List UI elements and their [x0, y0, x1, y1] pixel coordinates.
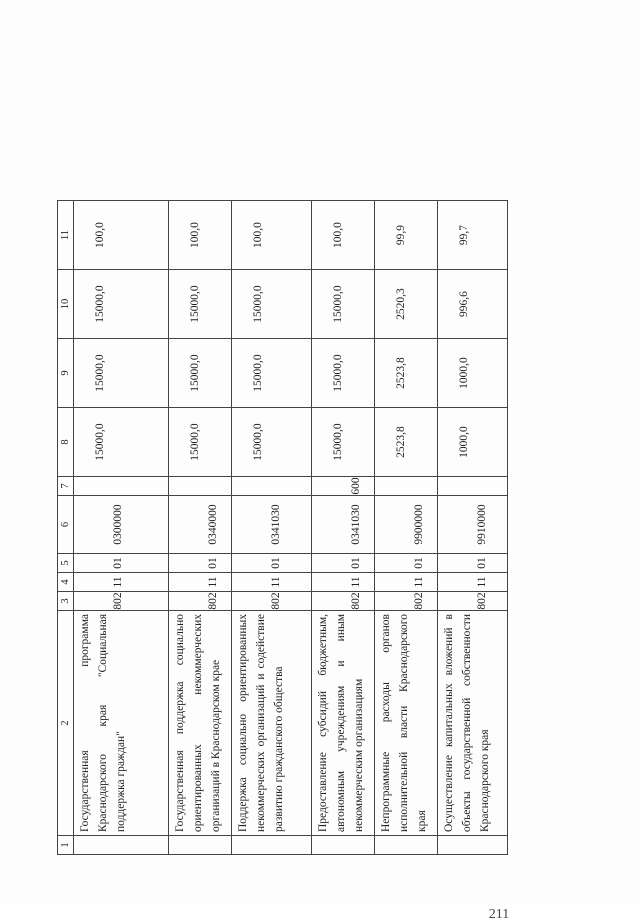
row-index-cell [74, 836, 169, 855]
code-ministry: 802 [74, 592, 169, 611]
column-number: 10 [58, 270, 74, 339]
row-index-cell [169, 836, 232, 855]
code-section: 11 [375, 573, 438, 592]
code-target: 0341030 [232, 496, 312, 554]
code-expense-type: 600 [312, 477, 375, 496]
value-col-11: 99,7 [438, 201, 508, 270]
code-target: 9910000 [438, 496, 508, 554]
value-col-9: 15000,0 [169, 339, 232, 408]
column-number: 6 [58, 496, 74, 554]
budget-table [57, 200, 508, 855]
row-index-cell [232, 836, 312, 855]
corner-mark: 211 [488, 906, 510, 922]
code-expense-type [169, 477, 232, 496]
value-col-10: 996,6 [438, 270, 508, 339]
value-col-11: 99,9 [375, 201, 438, 270]
column-number: 9 [58, 339, 74, 408]
code-subsection: 01 [375, 554, 438, 573]
code-subsection: 01 [438, 554, 508, 573]
value-col-8: 15000,0 [169, 408, 232, 477]
value-col-10: 2520,3 [375, 270, 438, 339]
code-target: 9900000 [375, 496, 438, 554]
row-description: Поддержка социально ориентированных некоммерческих организаций и содействие развитию гражданского общества [232, 611, 312, 836]
value-col-11: 100,0 [169, 201, 232, 270]
table-row [375, 201, 438, 855]
value-col-8: 15000,0 [312, 408, 375, 477]
code-section: 11 [169, 573, 232, 592]
code-target: 0340000 [169, 496, 232, 554]
code-target: 0300000 [74, 496, 169, 554]
column-number: 4 [58, 573, 74, 592]
column-number-row [58, 201, 74, 855]
rotated-sheet [35, 21, 605, 922]
code-expense-type [438, 477, 508, 496]
value-col-9: 2523,8 [375, 339, 438, 408]
table-row [232, 201, 312, 855]
value-col-8: 15000,0 [232, 408, 312, 477]
row-description: Непрограммные расходы органов исполнительной власти Краснодарского края [375, 611, 438, 836]
value-col-10: 15000,0 [74, 270, 169, 339]
value-col-9: 15000,0 [312, 339, 375, 408]
code-expense-type [232, 477, 312, 496]
row-description: Государственная программа Краснодарского края "Социальная поддержка граждан" [74, 611, 169, 836]
value-col-10: 15000,0 [169, 270, 232, 339]
value-col-10: 15000,0 [312, 270, 375, 339]
code-subsection: 01 [74, 554, 169, 573]
column-number: 3 [58, 592, 74, 611]
table-row [312, 201, 375, 855]
column-number: 1 [58, 836, 74, 855]
table-row [438, 201, 508, 855]
value-col-9: 1000,0 [438, 339, 508, 408]
row-description: Предоставление субсидий бюджетным, автономным учреждениям и иным некоммерческим организациям [312, 611, 375, 836]
code-subsection: 01 [232, 554, 312, 573]
row-index-cell [375, 836, 438, 855]
row-description: Государственная поддержка социально ориентированных некоммерческих организаций в Краснодарском крае [169, 611, 232, 836]
column-number: 11 [58, 201, 74, 270]
code-ministry: 802 [375, 592, 438, 611]
code-ministry: 802 [438, 592, 508, 611]
code-ministry: 802 [312, 592, 375, 611]
value-col-9: 15000,0 [232, 339, 312, 408]
column-number: 2 [58, 611, 74, 836]
code-ministry: 802 [232, 592, 312, 611]
value-col-8: 2523,8 [375, 408, 438, 477]
table-body [74, 201, 508, 855]
code-expense-type [375, 477, 438, 496]
row-index-cell [312, 836, 375, 855]
table-row [169, 201, 232, 855]
code-section: 11 [438, 573, 508, 592]
table-row [74, 201, 169, 855]
code-expense-type [74, 477, 169, 496]
value-col-11: 100,0 [74, 201, 169, 270]
value-col-8: 1000,0 [438, 408, 508, 477]
value-col-11: 100,0 [312, 201, 375, 270]
code-target: 0341030 [312, 496, 375, 554]
code-section: 11 [74, 573, 169, 592]
value-col-9: 15000,0 [74, 339, 169, 408]
code-ministry: 802 [169, 592, 232, 611]
row-index-cell [438, 836, 508, 855]
column-number: 5 [58, 554, 74, 573]
column-number: 7 [58, 477, 74, 496]
code-subsection: 01 [312, 554, 375, 573]
value-col-8: 15000,0 [74, 408, 169, 477]
row-description: Осуществление капитальных вложений в объекты государственной собственности Краснодарского края [438, 611, 508, 836]
code-section: 11 [232, 573, 312, 592]
code-section: 11 [312, 573, 375, 592]
value-col-10: 15000,0 [232, 270, 312, 339]
code-subsection: 01 [169, 554, 232, 573]
value-col-11: 100,0 [232, 201, 312, 270]
column-number: 8 [58, 408, 74, 477]
